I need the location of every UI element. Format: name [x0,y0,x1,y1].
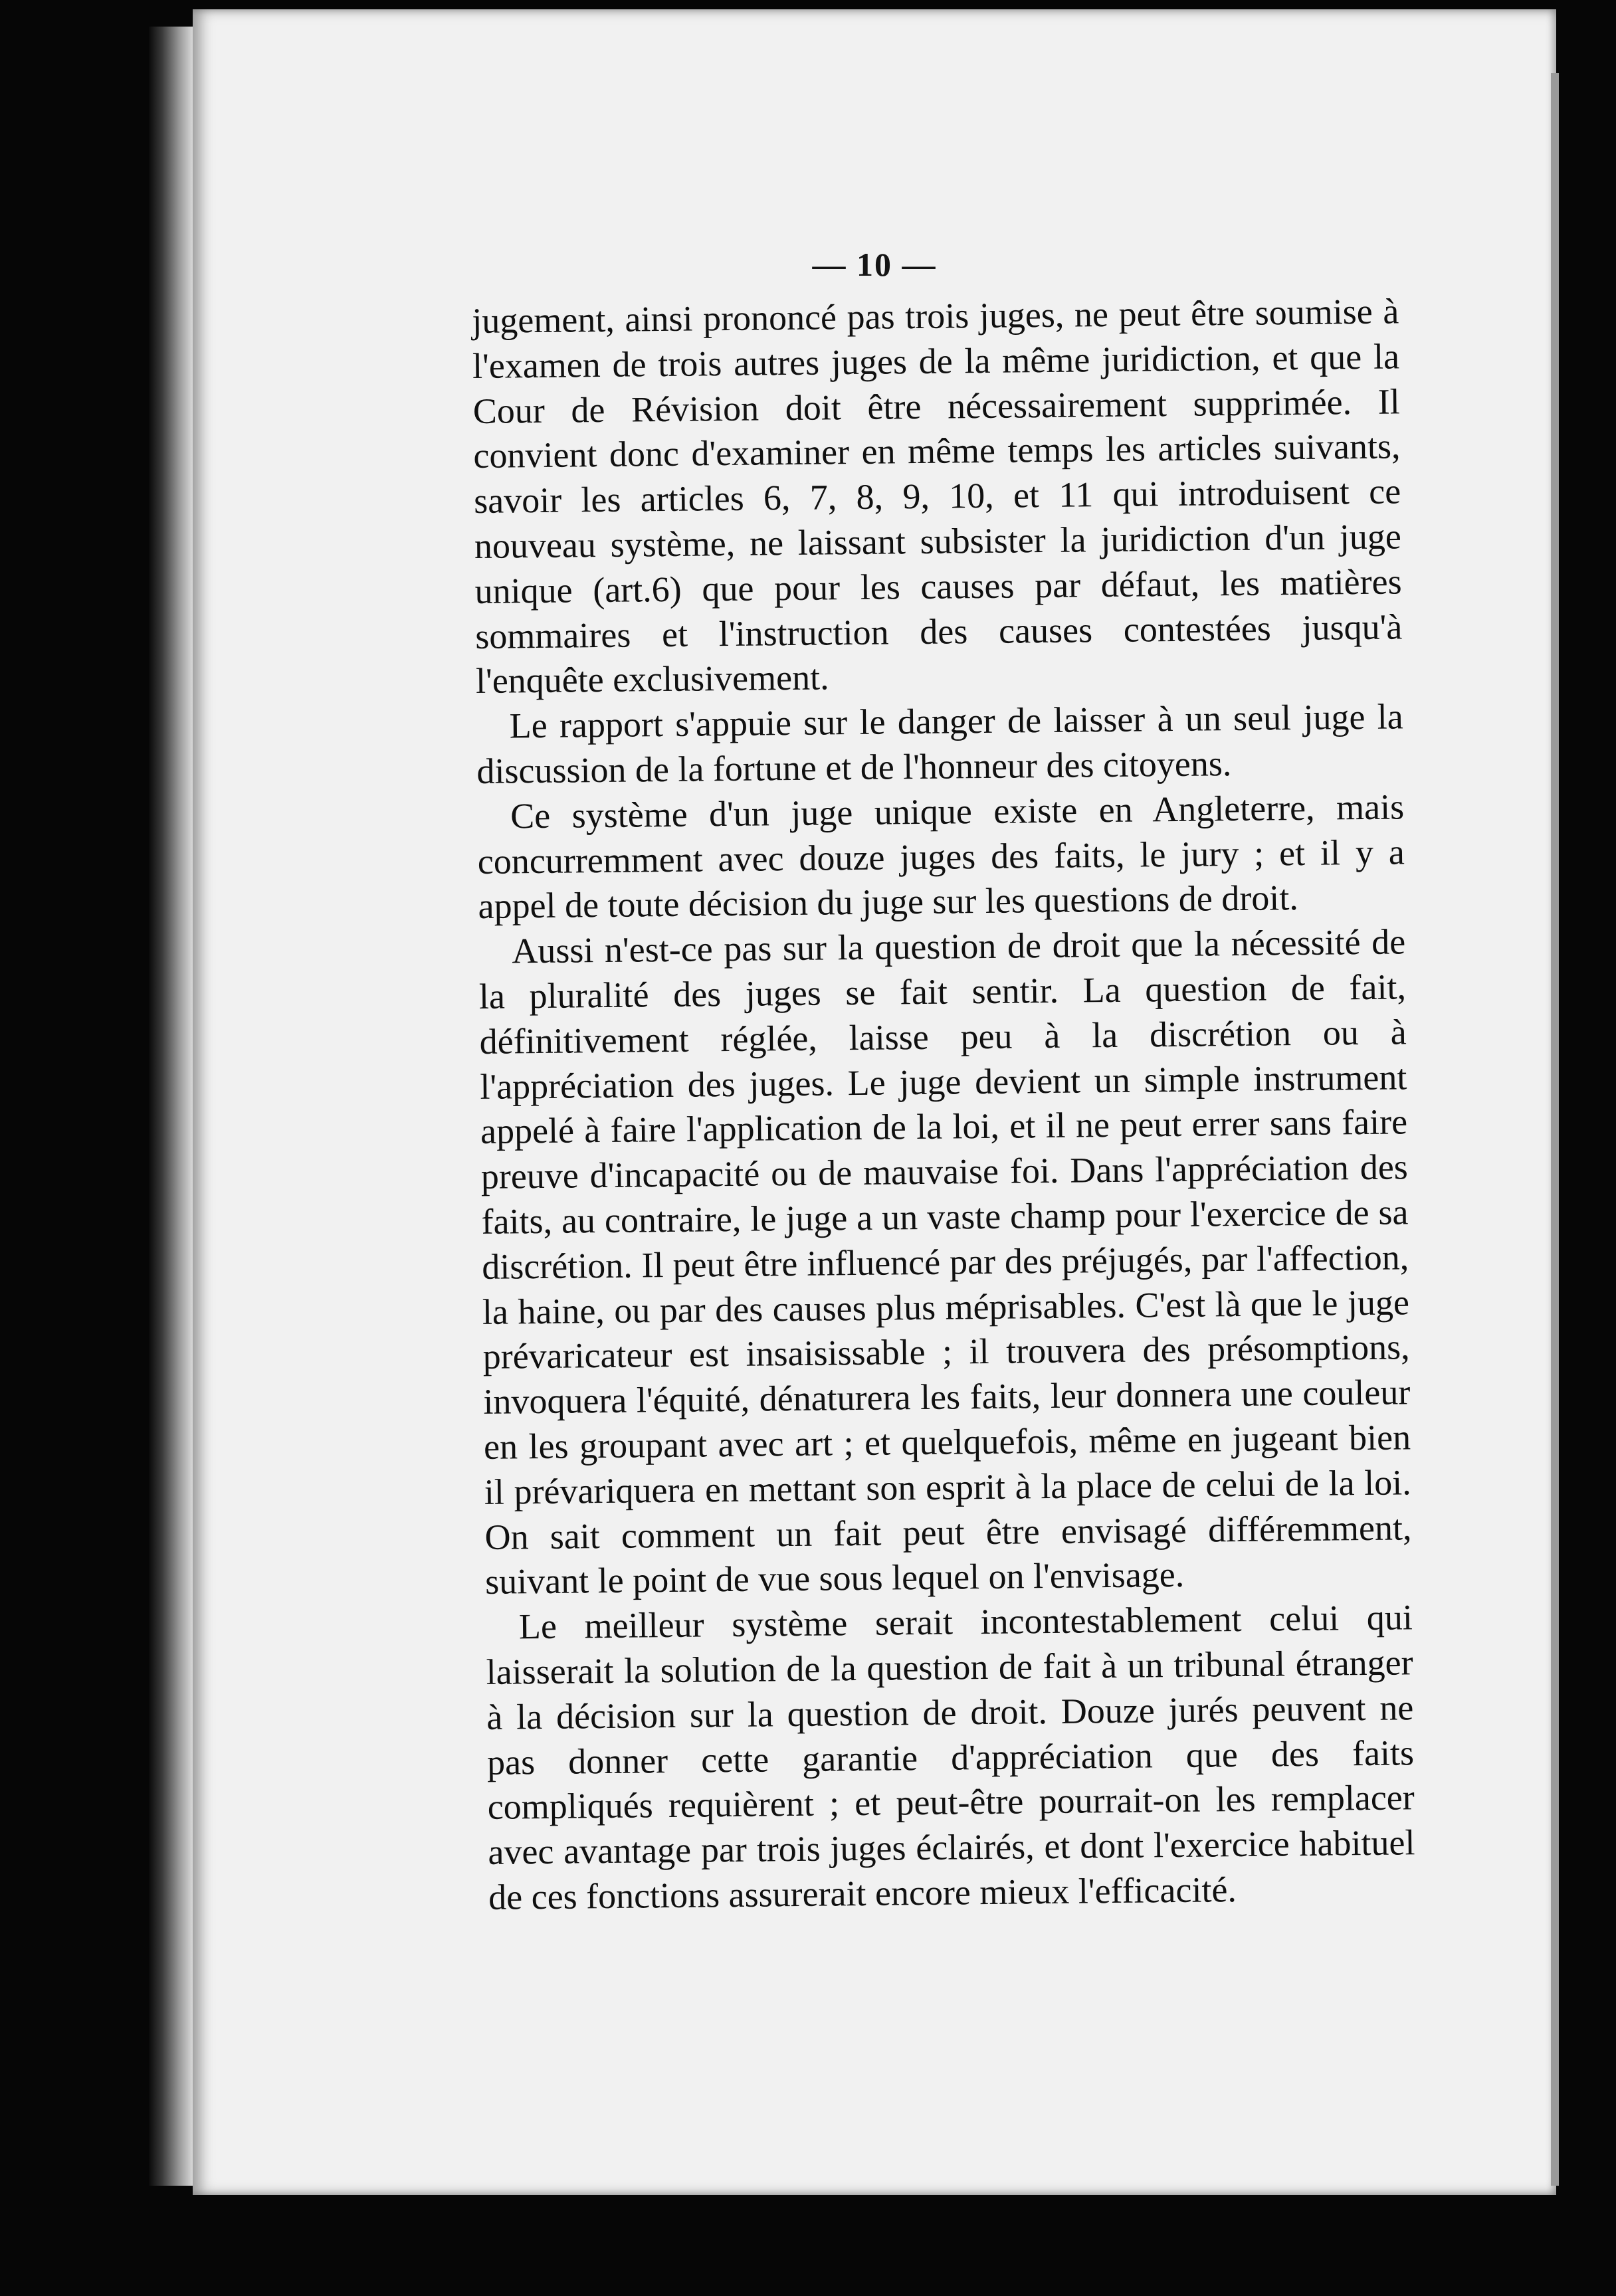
page-number: — 10 — [812,246,937,283]
paragraph-rapport: Le rapport s'appuie sur le danger de laisser à un seul juge la discussion de la fortune et de l'honneur des citoyens. [476,696,1403,791]
paragraph-question-de-droit: Aussi n'est-ce pas sur la question de droit que la nécessité de la pluralité des juges se fait sentir. La question de fait, définitivement réglée, laisse peu à la discrétion ou à l'appréciation des juges. Le juge devient un simple instrument appelé à faire l'application de la loi, et il ne peut errer sans faire preuve d'incapacité ou de mauvaise foi. Dans l'appréciation des faits, au contraire, le juge a un vaste champ pour l'exercice de sa discrétion. Il peut être influencé par des préjugés, par l'affection, la haine, ou par des causes plus méprisables. C'est là que le juge prévaricateur est insaisissable ; il trouvera des présomptions, invoquera l'équité, dénaturera les faits, leur donnera une couleur en les groupant avec art ; et quelquefois, même en jugeant bien il prévariquera en mettant son esprit à la place de celui de la loi. On sait comment un fait peut être envisagé différemment, suivant le point de vue sous lequel on l'envisage. [478,921,1412,1602]
paragraph-meilleur-systeme: Le meilleur système serait incontestablement celui qui laisserait la solution de la question de fait à un tribunal étranger à la décision sur la question de droit. Douze jurés peuvent ne pas donner cette garantie d'appréciation que des faits compliqués requièrent ; et peut-être pourrait-on les remplacer avec avantage par trois juges éclairés, et dont l'exercice habituel de ces fonctions assurerait encore mieux l'efficacité. [486,1597,1415,1917]
body-text [472,289,1415,1920]
page-edge-right [1551,73,1559,2186]
book-spine-shadow [149,27,193,2186]
paragraph-continued: jugement, ainsi prononcé pas trois juges, ne peut être soumise à l'examen de trois autres juges de la même juridiction, et que la Cour de Révision doit être nécessairement supprimée. Il convient donc d'examiner en même temps les articles suivants, savoir les articles 6, 7, 8, 9, 10, et 11 qui introduisent ce nouveau système, ne laissant subsister la juridiction d'un juge unique (art.6) que pour les causes par défaut, les matières sommaires et l'instruction des causes contestées jusqu'à l'enquête exclusivement. [472,291,1403,702]
paragraph-angleterre: Ce système d'un juge unique existe en Angleterre, mais concurremment avec douze juges des faits, le jury ; et il y a appel de toute décision du juge sur les questions de droit. [477,787,1405,927]
